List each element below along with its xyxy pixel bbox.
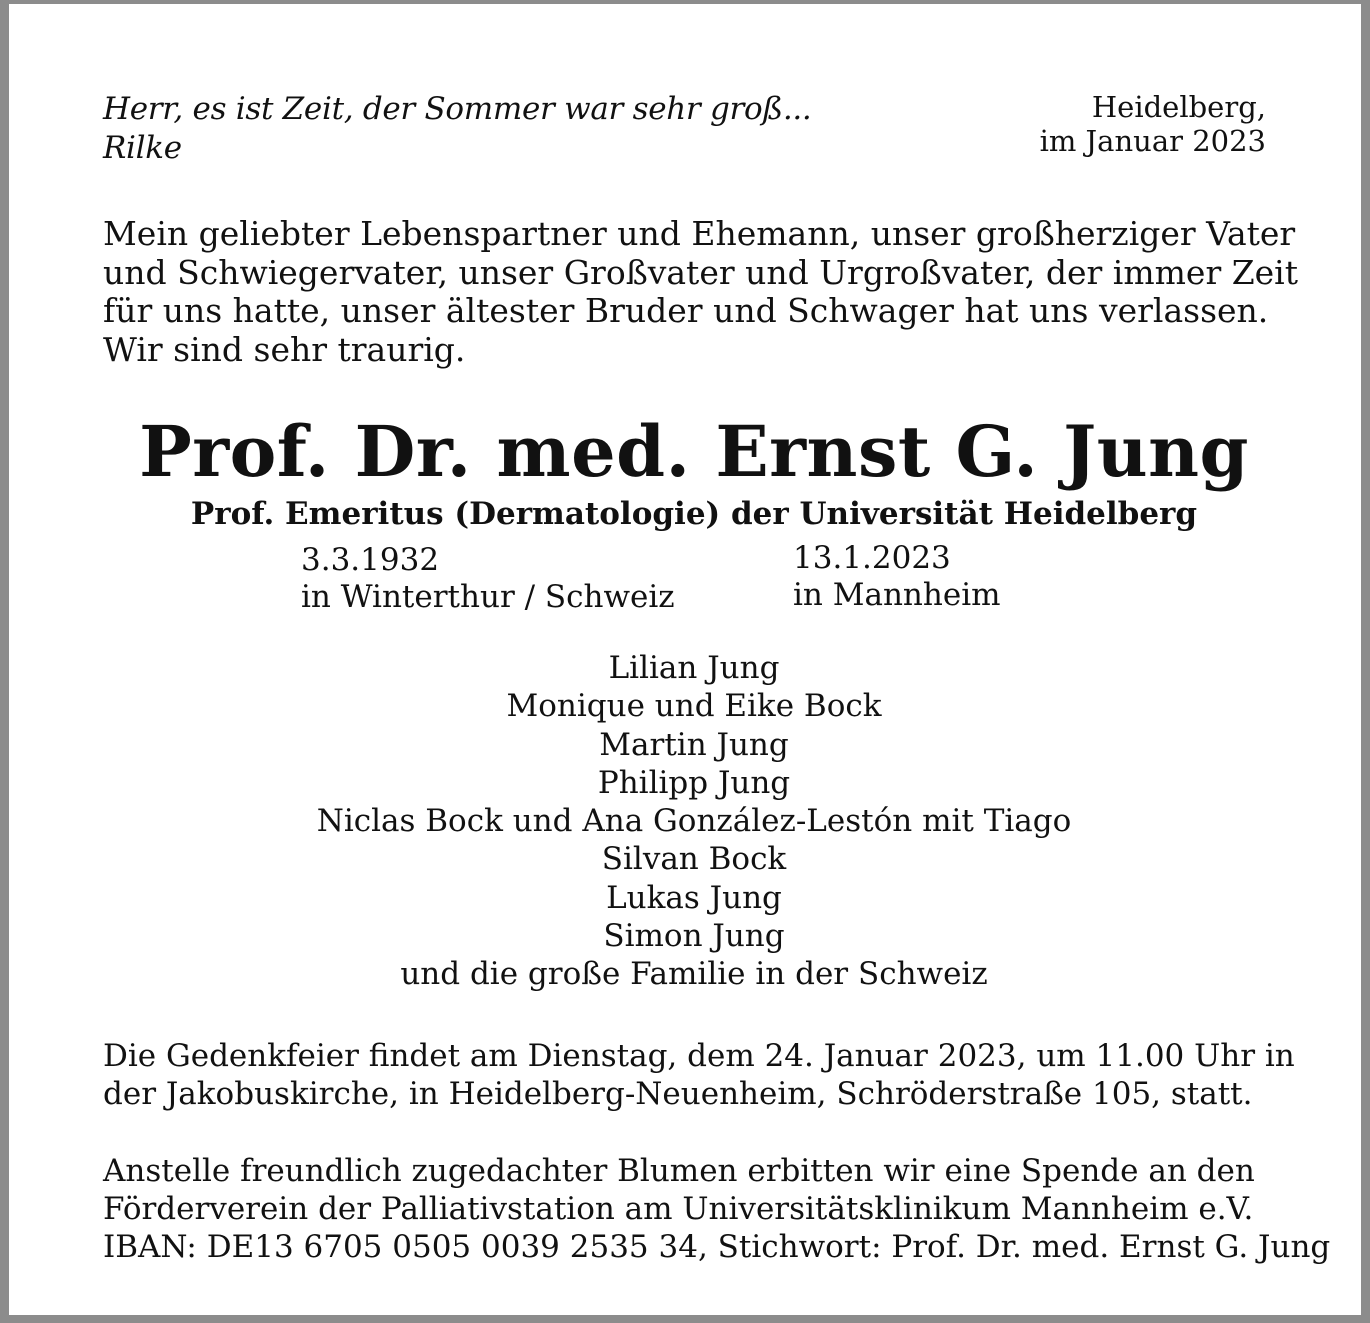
intro-line: für uns hatte, unser ältester Bruder und Schwager hat uns verlassen. bbox=[103, 291, 1269, 330]
mourner: Monique und Eike Bock bbox=[506, 688, 882, 725]
mourner: Niclas Bock und Ana González-Lestón mit Tiago bbox=[316, 803, 1072, 840]
mourner: Philipp Jung bbox=[597, 764, 791, 801]
quote-author: Rilke bbox=[103, 130, 182, 166]
ceremony-paragraph bbox=[103, 1037, 1295, 1113]
quote-text: Herr, es ist Zeit, der Sommer war sehr groß... bbox=[103, 91, 812, 127]
mourner: Simon Jung bbox=[603, 918, 785, 955]
mourner: Lilian Jung bbox=[608, 650, 780, 686]
ceremony-line: Die Gedenkfeier findet am Dienstag, dem 24. Januar 2023, um 11.00 Uhr in bbox=[103, 1038, 1295, 1074]
birth-info bbox=[301, 542, 675, 616]
mourners-list bbox=[9, 649, 1370, 994]
intro-line: und Schwiegervater, unser Großvater und Urgroßvater, der immer Zeit bbox=[103, 252, 1298, 292]
mourner: Lukas Jung bbox=[606, 879, 782, 916]
intro-line: Mein geliebter Lebenspartner und Ehemann, unser großherziger Vater bbox=[103, 214, 1296, 253]
deceased-name: Prof. Dr. med. Ernst G. Jung bbox=[139, 410, 1249, 493]
donation-line: IBAN: DE13 6705 0505 0039 2535 34, Stichwort: Prof. Dr. med. Ernst G. Jung bbox=[103, 1229, 1331, 1265]
death-info bbox=[793, 540, 1001, 614]
birth-date: 3.3.1932 bbox=[301, 542, 440, 578]
intro-paragraph bbox=[103, 214, 1298, 369]
donation-line: Anstelle freundlich zugedachter Blumen erbitten wir eine Spende an den bbox=[103, 1153, 1255, 1189]
place-and-date bbox=[1040, 90, 1266, 158]
ceremony-line: der Jakobuskirche, in Heidelberg-Neuenheim, Schröderstraße 105, statt. bbox=[103, 1076, 1253, 1112]
intro-line: Wir sind sehr traurig. bbox=[103, 329, 466, 369]
mourner: Martin Jung bbox=[599, 726, 789, 763]
donation-paragraph bbox=[103, 1152, 1330, 1266]
birth-place: in Winterthur / Schweiz bbox=[301, 579, 675, 615]
mourner: und die große Familie in der Schweiz bbox=[400, 956, 988, 993]
death-place: in Mannheim bbox=[793, 577, 1001, 613]
rilke-quote bbox=[103, 90, 811, 168]
date: im Januar 2023 bbox=[1039, 124, 1266, 158]
death-date: 13.1.2023 bbox=[793, 540, 951, 576]
place: Heidelberg, bbox=[1091, 90, 1266, 124]
donation-line: Förderverein der Palliativstation am Universitätsklinikum Mannheim e.V. bbox=[103, 1191, 1254, 1227]
mourner: Silvan Bock bbox=[601, 841, 787, 878]
deceased-title: Prof. Emeritus (Dermatologie) der Universität Heidelberg bbox=[190, 496, 1198, 532]
